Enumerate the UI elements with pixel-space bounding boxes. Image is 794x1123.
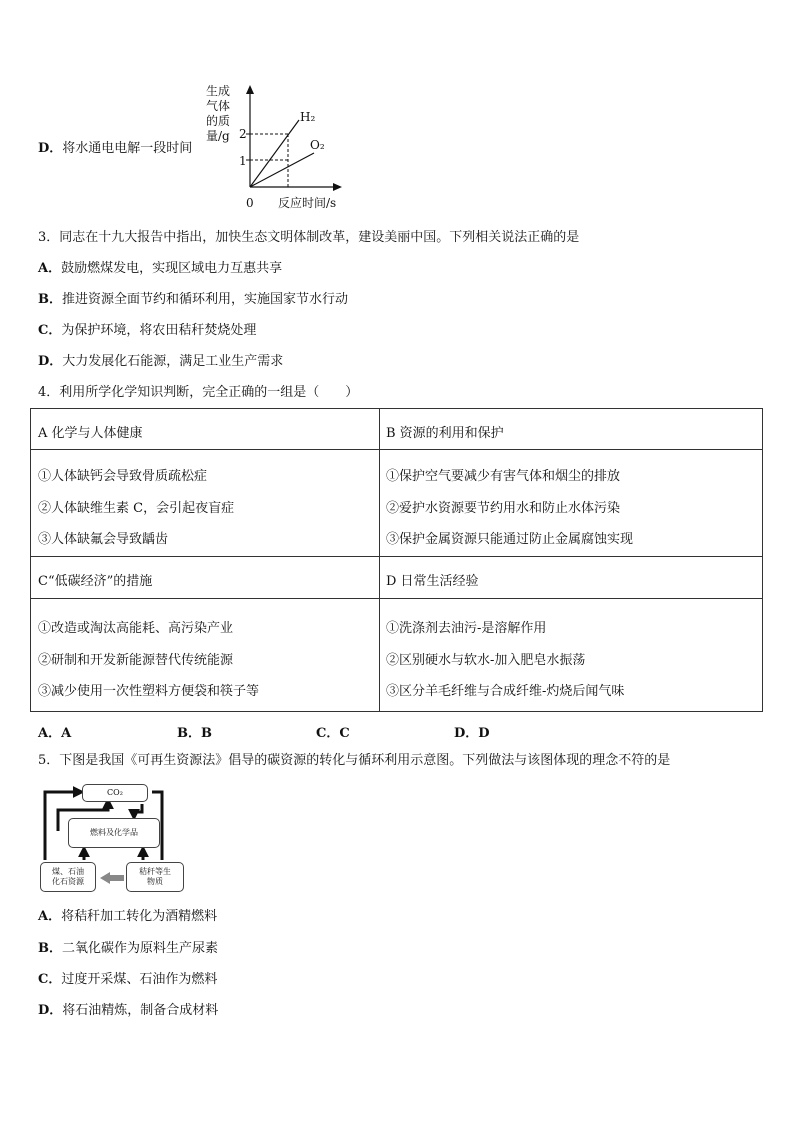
cell-a-item: ②人体缺维生素 C，会引起夜盲症	[38, 501, 235, 516]
cell-d-item: ②区别硬水与软水-加入肥皂水振荡	[386, 653, 586, 668]
q4-answer-d: D．D	[454, 726, 490, 741]
q4-stem: 4．利用所学化学知识判断，完全正确的一组是（ ）	[38, 385, 359, 400]
cell-c-item: ①改造或淘汰高能耗、高污染产业	[38, 621, 234, 636]
option-text: 为保护环境，将农田秸秆焚烧处理	[61, 323, 257, 338]
option-label: B．	[38, 941, 62, 956]
y-label-line: 气体	[206, 99, 231, 113]
q4-table	[30, 408, 763, 712]
fossil-label-line: 煤、石油	[52, 867, 84, 876]
series-label-o2: O₂	[310, 138, 325, 152]
y-label-line: 生成	[206, 84, 231, 98]
straw-label-line: 物质	[147, 877, 163, 886]
cell-a-title: A 化学与人体健康	[38, 426, 143, 441]
q5-option-a	[38, 909, 217, 925]
q5-option-b	[38, 941, 218, 957]
graph-x-label: 反应时间/s	[278, 196, 337, 210]
cell-b-item: ③保护金属资源只能通过防止金属腐蚀实现	[386, 532, 634, 547]
table-divider	[31, 556, 762, 557]
q3-option-a	[38, 261, 282, 277]
y-label-line: 量/g	[206, 129, 230, 143]
straw-label-line: 秸秆等生	[139, 867, 171, 876]
cell-c-item: ③减少使用一次性塑料方便袋和筷子等	[38, 684, 260, 699]
co2-box: CO₂	[82, 784, 148, 802]
option-label: A．	[38, 909, 62, 924]
option-label: A．	[38, 261, 62, 276]
option-text: 将水通电电解一段时间	[62, 141, 193, 156]
option-text: 将石油精炼，制备合成材料	[62, 1003, 219, 1018]
option-text: 将秸秆加工转化为酒精燃料	[61, 909, 218, 924]
y-tick-1: 1	[239, 154, 247, 168]
q3-option-d	[38, 354, 283, 370]
table-divider	[31, 449, 762, 450]
q4-answer-a: A．A	[38, 726, 72, 741]
q3-stem: 3．同志在十九大报告中指出，加快生态文明体制改革，建设美丽中国。下列相关说法正确的是	[38, 230, 580, 245]
q5-stem: 5．下图是我国《可再生资源法》倡导的碳资源的转化与循环利用示意图。下列做法与该图体现的理念不符的是	[38, 753, 671, 768]
option-text: 推进资源全面节约和循环利用，实施国家节水行动	[62, 292, 349, 307]
option-label: C．	[38, 323, 62, 338]
option-label: D．	[38, 1003, 63, 1018]
series-label-h2: H₂	[300, 110, 316, 124]
q2-option-d	[38, 141, 192, 157]
fossil-label-line: 化石资源	[52, 877, 84, 886]
cell-a-item: ①人体缺钙会导致骨质疏松症	[38, 469, 208, 484]
carbon-cycle-diagram	[38, 782, 188, 894]
option-text: 过度开采煤、石油作为燃料	[61, 972, 218, 987]
cell-d-item: ③区分羊毛纤维与合成纤维-灼烧后闻气味	[386, 684, 625, 699]
gas-mass-graph	[196, 80, 366, 220]
q3-option-c	[38, 323, 256, 339]
graph-origin: 0	[246, 196, 254, 210]
cell-b-item: ②爱护水资源要节约用水和防止水体污染	[386, 501, 621, 516]
q4-answer-c: C．C	[316, 726, 350, 741]
cell-c-title: C“低碳经济”的措施	[38, 574, 153, 589]
table-divider	[31, 598, 762, 599]
fuel-box: 燃料及化学品	[68, 818, 160, 848]
graph-y-label	[206, 84, 230, 144]
cell-b-title: B 资源的利用和保护	[386, 426, 504, 441]
q4-answer-b: B．B	[177, 726, 212, 741]
cell-d-item: ①洗涤剂去油污-是溶解作用	[386, 621, 547, 636]
option-label: C．	[38, 972, 62, 987]
y-tick-2: 2	[239, 127, 247, 141]
option-label: D．	[38, 141, 63, 156]
q5-option-c	[38, 972, 217, 988]
option-text: 鼓励燃煤发电，实现区域电力互惠共享	[61, 261, 283, 276]
table-vertical-divider	[379, 409, 380, 711]
cell-b-item: ①保护空气要减少有害气体和烟尘的排放	[386, 469, 621, 484]
straw-box	[126, 862, 184, 892]
option-text: 二氧化碳作为原料生产尿素	[62, 941, 219, 956]
q5-option-d	[38, 1003, 218, 1019]
cell-d-title: D 日常生活经验	[386, 574, 479, 589]
cell-c-item: ②研制和开发新能源替代传统能源	[38, 653, 234, 668]
q3-option-b	[38, 292, 348, 308]
fossil-box	[40, 862, 96, 892]
option-text: 大力发展化石能源，满足工业生产需求	[62, 354, 284, 369]
option-label: B．	[38, 292, 62, 307]
option-label: D．	[38, 354, 63, 369]
cell-a-item: ③人体缺氟会导致龋齿	[38, 532, 169, 547]
y-label-line: 的质	[206, 114, 231, 128]
